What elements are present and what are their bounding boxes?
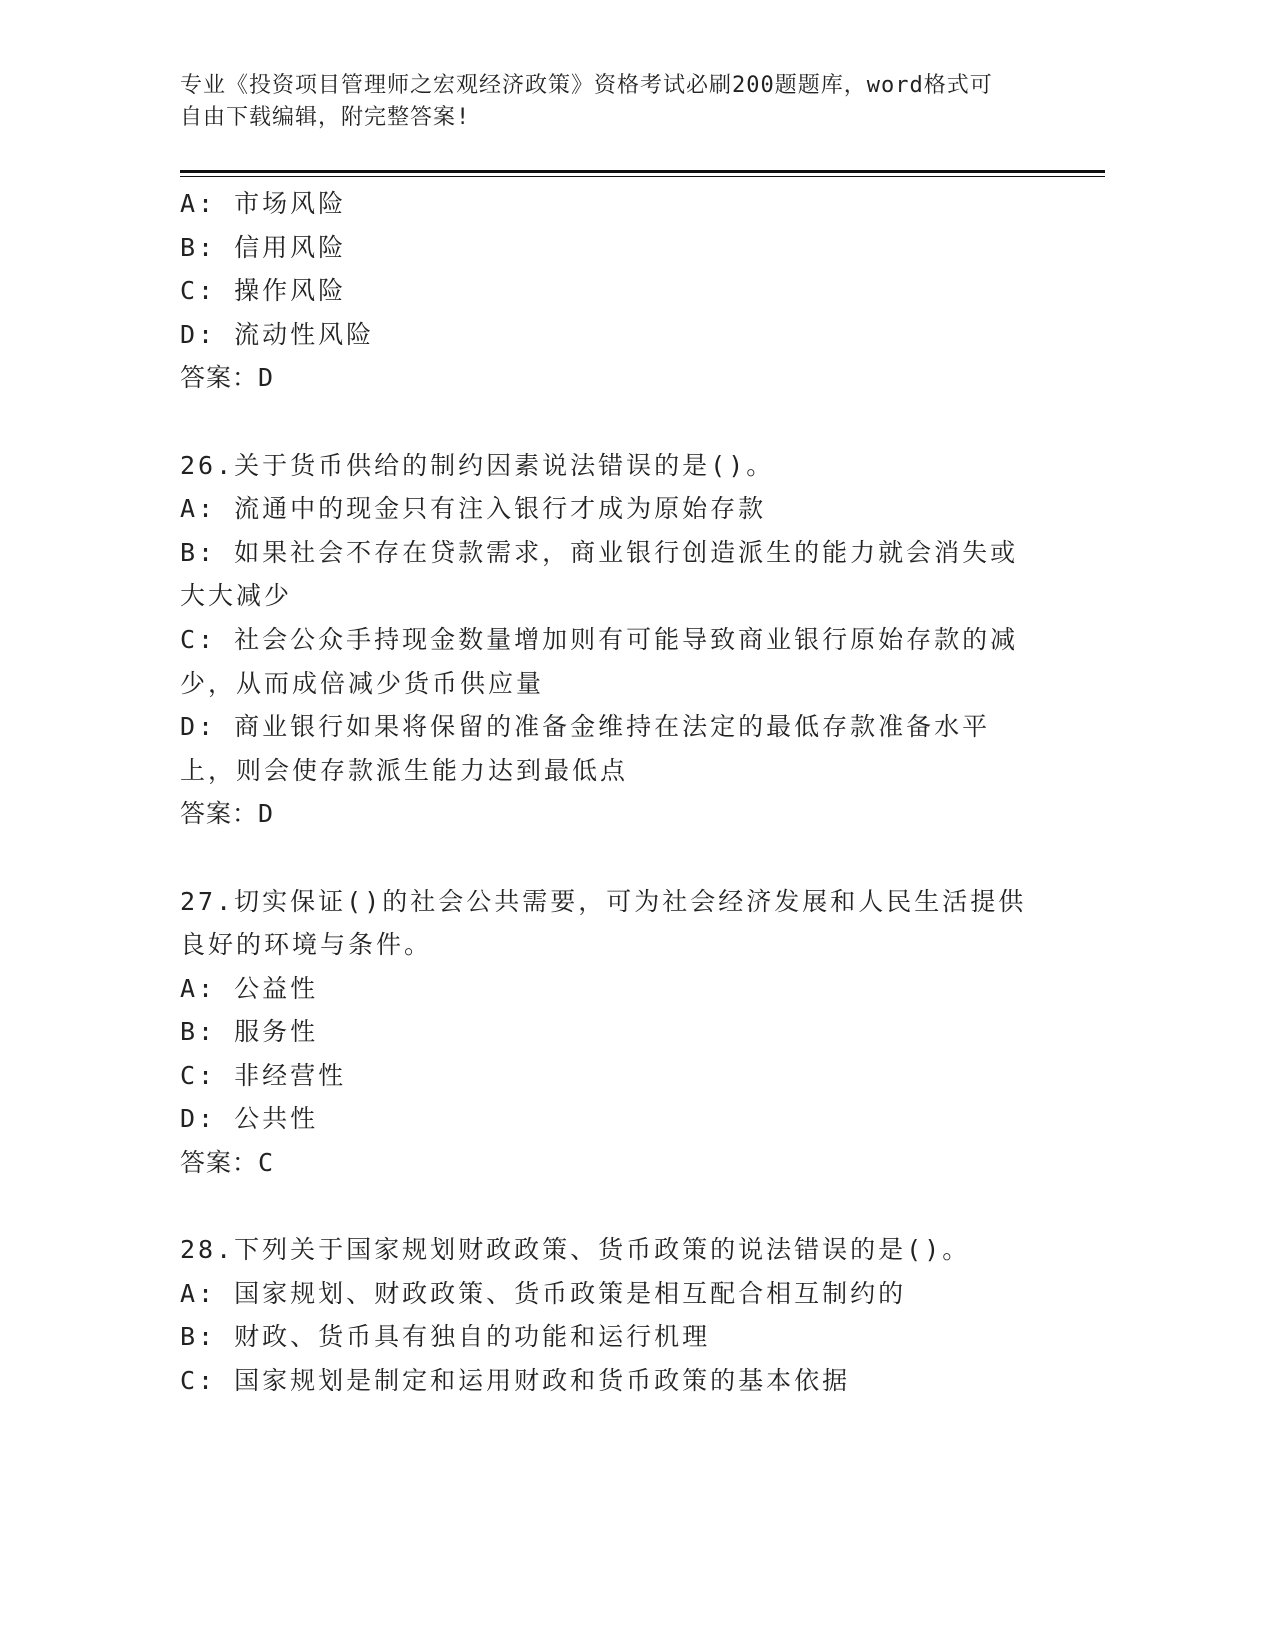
question-26 bbox=[180, 444, 1040, 836]
option-c: C: 操作风险 bbox=[180, 276, 347, 306]
header-line-2: 自由下载编辑，附完整答案! bbox=[180, 105, 471, 130]
question-stem: 28.下列关于国家规划财政政策、货币政策的说法错误的是()。 bbox=[180, 1235, 971, 1265]
answer: 答案：C bbox=[180, 1148, 275, 1178]
option-d: D: 商业银行如果将保留的准备金维持在法定的最低存款准备水平上，则会使存款派生能力达到最低点 bbox=[180, 712, 991, 785]
question-25 bbox=[180, 182, 1040, 400]
option-b: B: 服务性 bbox=[180, 1017, 319, 1047]
option-c: C: 国家规划是制定和运用财政和货币政策的基本依据 bbox=[180, 1366, 851, 1396]
answer: 答案：D bbox=[180, 363, 275, 393]
question-stem: 27.切实保证()的社会公共需要，可为社会经济发展和人民生活提供良好的环境与条件。 bbox=[180, 886, 1027, 960]
option-b: B: 信用风险 bbox=[180, 232, 347, 262]
answer: 答案：D bbox=[180, 799, 275, 829]
option-c: C: 非经营性 bbox=[180, 1060, 347, 1090]
header-line-1: 专业《投资项目管理师之宏观经济政策》资格考试必刷200题题库，word格式可 bbox=[180, 73, 993, 98]
option-b: B: 如果社会不存在贷款需求，商业银行创造派生的能力就会消失或大大减少 bbox=[180, 537, 1019, 611]
question-stem: 26.关于货币供给的制约因素说法错误的是()。 bbox=[180, 450, 775, 480]
option-c: C: 社会公众手持现金数量增加则有可能导致商业银行原始存款的减少，从而成倍减少货币供应量 bbox=[180, 624, 1019, 698]
option-d: D: 流动性风险 bbox=[180, 319, 375, 349]
option-b: B: 财政、货币具有独自的功能和运行机理 bbox=[180, 1322, 711, 1352]
header-rule-thick bbox=[180, 170, 1105, 173]
document-body bbox=[180, 182, 1040, 1403]
option-a: A: 市场风险 bbox=[180, 189, 347, 218]
question-28 bbox=[180, 1228, 1040, 1402]
option-d: D: 公共性 bbox=[180, 1104, 319, 1134]
header-rule-thin bbox=[180, 176, 1105, 177]
option-a: A: 公益性 bbox=[180, 973, 319, 1003]
option-a: A: 流通中的现金只有注入银行才成为原始存款 bbox=[180, 494, 767, 524]
document-header bbox=[180, 70, 1040, 134]
option-a: A: 国家规划、财政政策、货币政策是相互配合相互制约的 bbox=[180, 1278, 907, 1308]
question-27 bbox=[180, 880, 1040, 1185]
